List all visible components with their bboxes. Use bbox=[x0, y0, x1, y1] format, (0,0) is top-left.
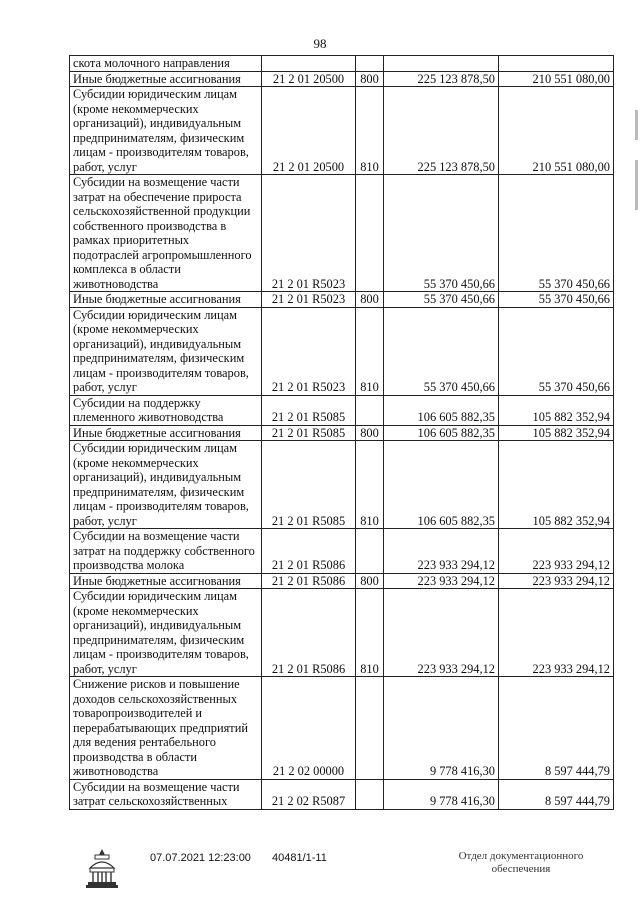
row-sum-actual: 210 551 080,00 bbox=[499, 87, 614, 175]
table-row bbox=[70, 56, 614, 72]
row-name: Субсидии на возмещение части затрат сельскохозяйственных bbox=[70, 779, 262, 809]
table-row bbox=[70, 175, 614, 292]
footer-department-line2: обеспечения bbox=[491, 863, 551, 875]
row-code: 21 2 01 R5023 bbox=[262, 307, 356, 395]
row-code: 21 2 01 R5085 bbox=[262, 395, 356, 425]
table-row bbox=[70, 589, 614, 677]
row-code: 21 2 01 R5023 bbox=[262, 175, 356, 292]
row-code: 21 2 02 00000 bbox=[262, 677, 356, 780]
row-name: Иные бюджетные ассигнования bbox=[70, 425, 262, 441]
emblem-icon bbox=[84, 846, 120, 890]
row-vr: 810 bbox=[356, 589, 384, 677]
row-sum-actual: 223 933 294,12 bbox=[499, 589, 614, 677]
row-sum-actual: 105 882 352,94 bbox=[499, 425, 614, 441]
row-vr: 800 bbox=[356, 71, 384, 87]
row-code bbox=[262, 56, 356, 72]
row-name: Субсидии на возмещение части затрат на поддержку собственного производства молока bbox=[70, 529, 262, 574]
table-row bbox=[70, 292, 614, 308]
footer-department-line1: Отдел документационного bbox=[458, 850, 584, 862]
page-number: 98 bbox=[313, 36, 327, 51]
table-row bbox=[70, 779, 614, 809]
table-row bbox=[70, 425, 614, 441]
budget-table bbox=[69, 55, 614, 810]
row-code: 21 2 01 R5086 bbox=[262, 589, 356, 677]
row-name: скота молочного направления bbox=[70, 56, 262, 72]
row-sum-plan bbox=[384, 56, 499, 72]
row-sum-actual: 55 370 450,66 bbox=[499, 292, 614, 308]
row-sum-actual: 210 551 080,00 bbox=[499, 71, 614, 87]
row-vr: 800 bbox=[356, 292, 384, 308]
row-vr bbox=[356, 779, 384, 809]
row-sum-actual: 105 882 352,94 bbox=[499, 395, 614, 425]
table-row bbox=[70, 307, 614, 395]
row-sum-plan: 9 778 416,30 bbox=[384, 779, 499, 809]
row-sum-actual: 105 882 352,94 bbox=[499, 441, 614, 529]
row-sum-actual: 8 597 444,79 bbox=[499, 677, 614, 780]
row-sum-plan: 223 933 294,12 bbox=[384, 573, 499, 589]
row-name: Субсидии на возмещение части затрат на обеспечение прироста сельскохозяйственной продукции собственного производства в рамках приоритетных подотраслей агропромышленного комплекса в области животноводства bbox=[70, 175, 262, 292]
row-name: Иные бюджетные ассигнования bbox=[70, 71, 262, 87]
row-sum-actual: 223 933 294,12 bbox=[499, 529, 614, 574]
row-sum-plan: 223 933 294,12 bbox=[384, 529, 499, 574]
row-code: 21 2 01 R5086 bbox=[262, 529, 356, 574]
row-name: Субсидии юридическим лицам (кроме некоммерческих организаций), индивидуальным предпринимателям, физическим лицам - производителям товаров, работ, услуг bbox=[70, 87, 262, 175]
row-name: Субсидии на поддержку племенного животноводства bbox=[70, 395, 262, 425]
row-sum-actual: 223 933 294,12 bbox=[499, 573, 614, 589]
row-vr bbox=[356, 175, 384, 292]
footer-doc-number: 40481/1-11 bbox=[272, 852, 327, 864]
row-sum-plan: 55 370 450,66 bbox=[384, 175, 499, 292]
page-footer bbox=[0, 842, 640, 902]
row-code: 21 2 01 R5085 bbox=[262, 425, 356, 441]
row-vr bbox=[356, 677, 384, 780]
table-row bbox=[70, 573, 614, 589]
row-code: 21 2 01 20500 bbox=[262, 87, 356, 175]
row-vr: 810 bbox=[356, 441, 384, 529]
row-code: 21 2 01 R5086 bbox=[262, 573, 356, 589]
row-vr: 800 bbox=[356, 425, 384, 441]
row-name: Иные бюджетные ассигнования bbox=[70, 292, 262, 308]
row-vr bbox=[356, 56, 384, 72]
scan-edge-mark bbox=[635, 160, 638, 210]
row-vr: 810 bbox=[356, 87, 384, 175]
table-row bbox=[70, 677, 614, 780]
row-vr: 800 bbox=[356, 573, 384, 589]
row-vr bbox=[356, 395, 384, 425]
table-row bbox=[70, 87, 614, 175]
row-code: 21 2 02 R5087 bbox=[262, 779, 356, 809]
table-row bbox=[70, 529, 614, 574]
table-row bbox=[70, 71, 614, 87]
row-name: Иные бюджетные ассигнования bbox=[70, 573, 262, 589]
footer-department bbox=[426, 850, 616, 876]
row-sum-plan: 106 605 882,35 bbox=[384, 425, 499, 441]
row-sum-actual bbox=[499, 56, 614, 72]
row-sum-actual: 8 597 444,79 bbox=[499, 779, 614, 809]
table-row bbox=[70, 441, 614, 529]
row-sum-plan: 223 933 294,12 bbox=[384, 589, 499, 677]
row-sum-plan: 225 123 878,50 bbox=[384, 71, 499, 87]
row-sum-plan: 55 370 450,66 bbox=[384, 292, 499, 308]
row-sum-plan: 225 123 878,50 bbox=[384, 87, 499, 175]
row-sum-plan: 106 605 882,35 bbox=[384, 395, 499, 425]
footer-date: 07.07.2021 12:23:00 bbox=[150, 852, 251, 864]
row-sum-plan: 106 605 882,35 bbox=[384, 441, 499, 529]
row-name: Снижение рисков и повышение доходов сельскохозяйственных товаропроизводителей и перерабатывающих предприятий для ведения рентабельного производства в области животноводства bbox=[70, 677, 262, 780]
row-vr: 810 bbox=[356, 307, 384, 395]
row-sum-plan: 9 778 416,30 bbox=[384, 677, 499, 780]
row-code: 21 2 01 20500 bbox=[262, 71, 356, 87]
row-code: 21 2 01 R5085 bbox=[262, 441, 356, 529]
row-name: Субсидии юридическим лицам (кроме некоммерческих организаций), индивидуальным предпринимателям, физическим лицам - производителям товаров, работ, услуг bbox=[70, 307, 262, 395]
table-row bbox=[70, 395, 614, 425]
row-vr bbox=[356, 529, 384, 574]
row-name: Субсидии юридическим лицам (кроме некоммерческих организаций), индивидуальным предпринимателям, физическим лицам - производителям товаров, работ, услуг bbox=[70, 441, 262, 529]
row-sum-plan: 55 370 450,66 bbox=[384, 307, 499, 395]
row-name: Субсидии юридическим лицам (кроме некоммерческих организаций), индивидуальным предпринимателям, физическим лицам - производителям товаров, работ, услуг bbox=[70, 589, 262, 677]
row-sum-actual: 55 370 450,66 bbox=[499, 307, 614, 395]
scan-edge-mark bbox=[635, 110, 638, 140]
row-code: 21 2 01 R5023 bbox=[262, 292, 356, 308]
row-sum-actual: 55 370 450,66 bbox=[499, 175, 614, 292]
